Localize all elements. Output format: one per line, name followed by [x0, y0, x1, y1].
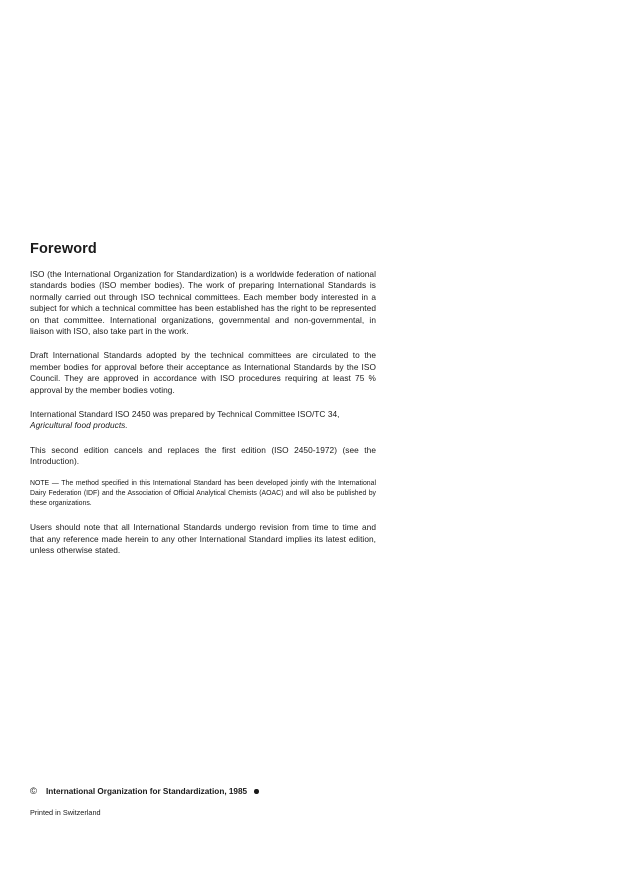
copyright-text: International Organization for Standardization, 1985 — [46, 787, 248, 796]
bullet-dot-icon — [254, 789, 259, 794]
copyright-icon: © — [30, 786, 37, 797]
foreword-paragraph-5: Users should note that all International Standards undergo revision from time to time and that any reference made herein to any other International Standard implies its latest edition, unless otherwise stated. — [30, 522, 376, 556]
foreword-paragraph-3 — [30, 409, 376, 432]
foreword-note: NOTE — The method specified in this International Standard has been developed jointly with the International Dairy Federation (IDF) and the Association of Official Analytical Chemists (AOAC) and will also be published by these organizations. — [30, 479, 376, 508]
committee-statement: International Standard ISO 2450 was prepared by Technical Committee ISO/TC 34, — [30, 409, 340, 420]
copyright-line — [30, 786, 259, 797]
foreword-paragraph-4: This second edition cancels and replaces the first edition (ISO 2450-1972) (see the Introduction). — [30, 444, 376, 467]
foreword-heading: Foreword — [30, 241, 97, 257]
printed-location: Printed in Switzerland — [30, 808, 101, 817]
foreword-section — [30, 240, 376, 570]
committee-name: Agricultural food products. — [30, 420, 128, 431]
foreword-paragraph-1: ISO (the International Organization for Standardization) is a worldwide federation of national standards bodies (ISO member bodies). The work of preparing International Standards is normally carried out through ISO technical committees. Each member body interested in a subject for which a technical committee has been established has the right to be represented on that committee. International organizations, governmental and non-governmental, in liaison with ISO, also take part in the work. — [30, 269, 376, 337]
foreword-paragraph-2: Draft International Standards adopted by the technical committees are circulated to the member bodies for approval before their acceptance as International Standards by the ISO Council. They are approved in accordance with ISO procedures requiring at least 75 % approval by the member bodies voting. — [30, 350, 376, 395]
